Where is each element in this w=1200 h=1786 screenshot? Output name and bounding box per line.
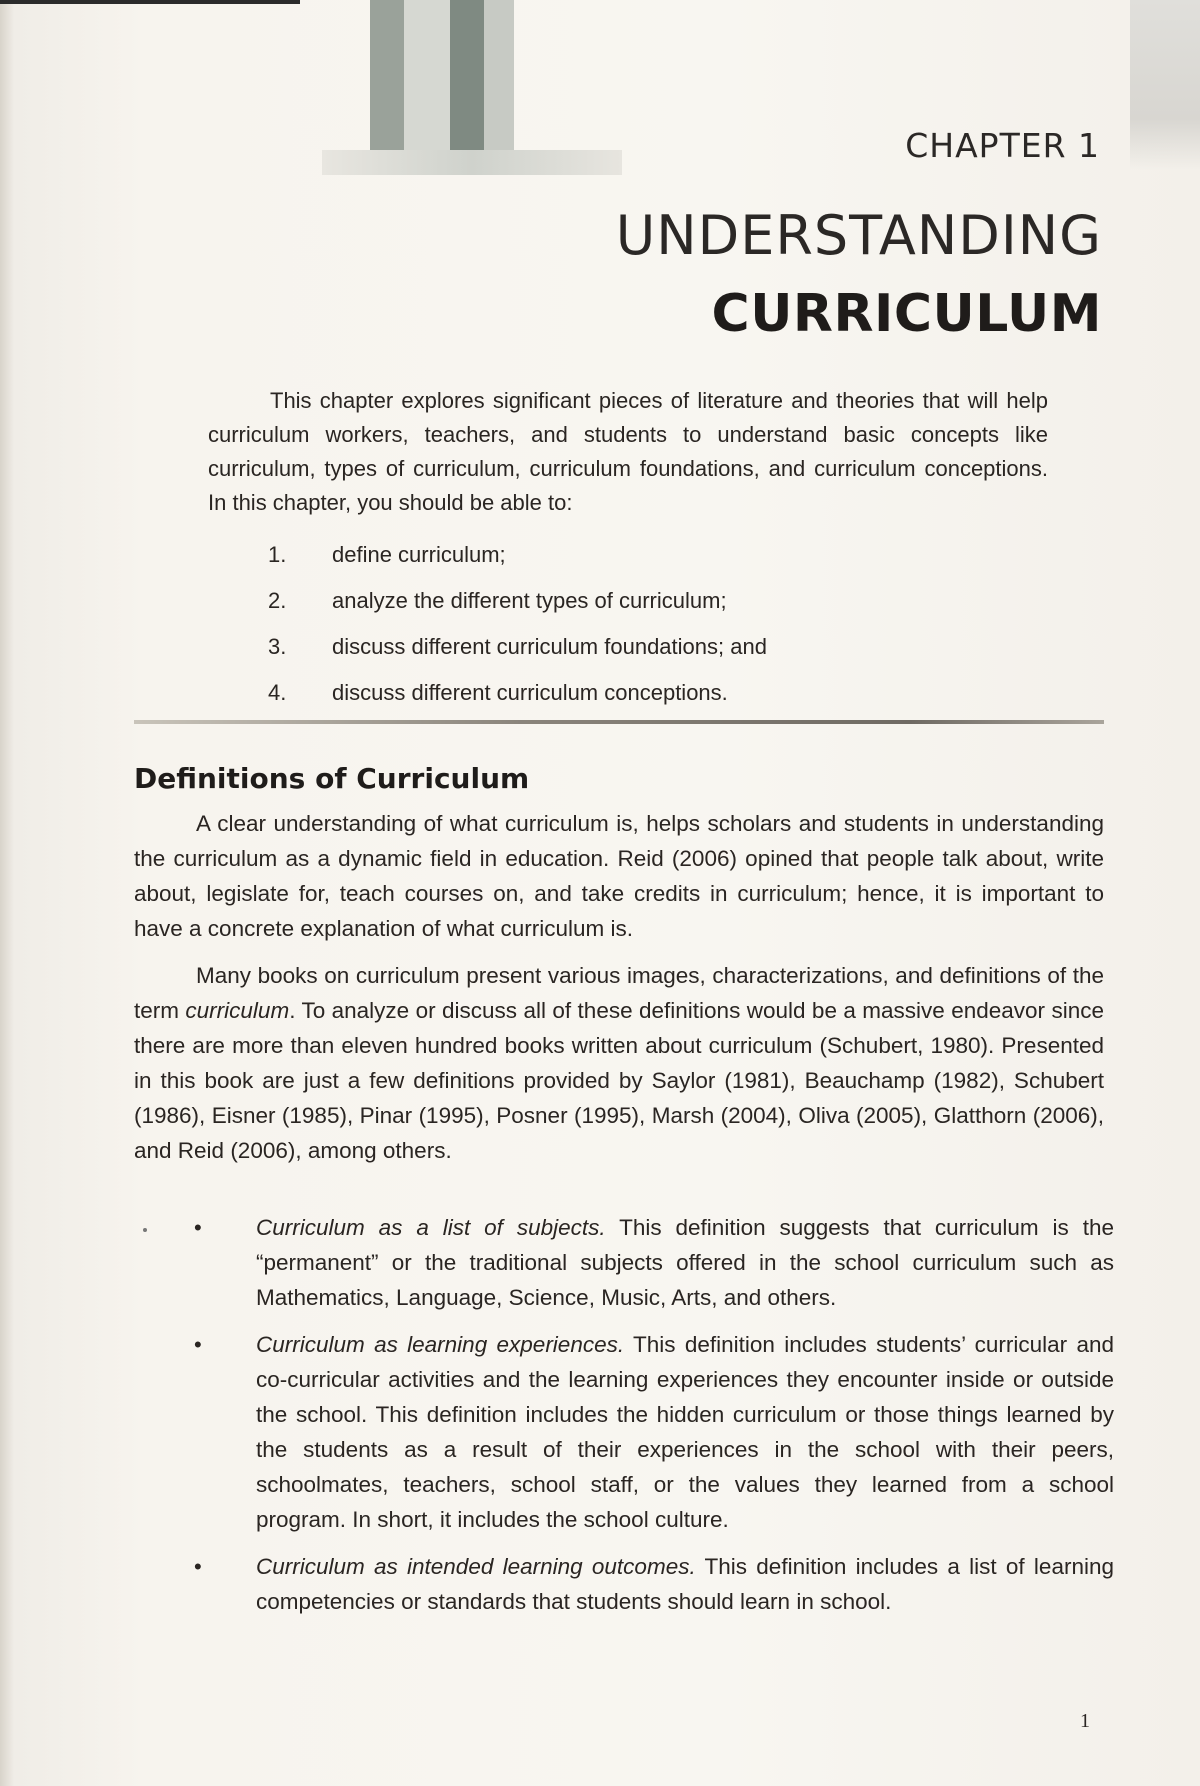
objective-number: 1. bbox=[268, 542, 287, 567]
bullet-icon: • bbox=[194, 1332, 202, 1357]
bullet-icon: • bbox=[194, 1554, 202, 1579]
chapter-intro: This chapter explores significant pieces of literature and theories that will help curriculum workers, teachers, and students to understand basic concepts like curriculum, types of curriculum, curriculum foundations, and curriculum conceptions. In this chapter, you should be able to: bbox=[208, 388, 1048, 515]
section-heading: Definitions of Curriculum bbox=[134, 762, 530, 795]
spine-shadow bbox=[0, 0, 14, 1786]
definition-item bbox=[134, 1210, 1114, 1315]
definition-text: This definition includes students’ curricular and co-curricular activities and the learning experiences they encounter inside or outside the school. This definition includes the hidden curriculum or those things learned by the students as a result of their experiences in the school with their peers, schoolmates, teachers, school staff, or the values they learned from a school program. In short, it includes the school culture. bbox=[256, 1332, 1114, 1532]
definition-item bbox=[134, 1327, 1114, 1537]
top-edge-line bbox=[0, 0, 300, 4]
objective-item bbox=[268, 586, 1068, 632]
body-paragraph-2 bbox=[134, 958, 1104, 1168]
page-number: 1 bbox=[1080, 1710, 1090, 1732]
chapter-title-line2: CURRICULUM bbox=[711, 284, 1102, 344]
definition-text: This definition suggests that curriculum is the “permanent” or the traditional subjects offered in the school curriculum such as Mathematics, Language, Science, Music, Arts, and others. bbox=[256, 1215, 1114, 1310]
objective-item bbox=[268, 632, 1068, 678]
objective-item bbox=[268, 678, 1068, 724]
body-paragraph-1: A clear understanding of what curriculum is, helps scholars and students in understanding the curriculum as a dynamic field in education. Reid (2006) opined that people talk about, write about, legislate for, teach courses on, and take credits in curriculum; hence, it is important to have a concrete explanation of what curriculum is. bbox=[134, 811, 1104, 941]
paragraph-italic-term: curriculum bbox=[185, 998, 290, 1023]
objective-text: discuss different curriculum conceptions. bbox=[332, 680, 728, 705]
section-divider bbox=[134, 720, 1104, 724]
definition-term: Curriculum as learning experiences. bbox=[256, 1332, 625, 1357]
chapter-title-line1: UNDERSTANDING bbox=[615, 204, 1102, 267]
definitions-list bbox=[134, 1210, 1114, 1631]
objective-item bbox=[268, 540, 1068, 586]
paragraph-text: . To analyze or discuss all of these definitions would be a massive endeavor since there are more than eleven hundred books written about curriculum (Schubert, 1980). Presented in this book are just a few definitions provided by Saylor (1981), Beauchamp (1982), Schubert (1986), Eisner (1985), Pinar (1995), Posner (1995), Marsh (2004), Oliva (2005), Glatthorn (2006), and Reid (2006), among others. bbox=[134, 998, 1104, 1163]
definition-term: Curriculum as a list of subjects. bbox=[256, 1215, 606, 1240]
objective-number: 3. bbox=[268, 634, 287, 659]
objective-number: 2. bbox=[268, 588, 287, 613]
learning-objectives bbox=[268, 540, 1068, 724]
chapter-decoration-image bbox=[322, 0, 622, 175]
objective-text: define curriculum; bbox=[332, 542, 506, 567]
objective-text: discuss different curriculum foundations; and bbox=[332, 634, 767, 659]
corner-decoration bbox=[1130, 0, 1200, 170]
objective-number: 4. bbox=[268, 680, 287, 705]
chapter-label: CHAPTER 1 bbox=[905, 126, 1100, 165]
paragraph-text: Many books on curriculum present various images, characterizations, and definitions of the term bbox=[134, 963, 1104, 1023]
definition-text: This definition includes a list of learning competencies or standards that students should learn in school. bbox=[256, 1554, 1114, 1614]
objective-text: analyze the different types of curriculum; bbox=[332, 588, 727, 613]
definition-term: Curriculum as intended learning outcomes. bbox=[256, 1554, 696, 1579]
bullet-icon: • bbox=[194, 1215, 202, 1240]
definition-item bbox=[134, 1549, 1114, 1619]
